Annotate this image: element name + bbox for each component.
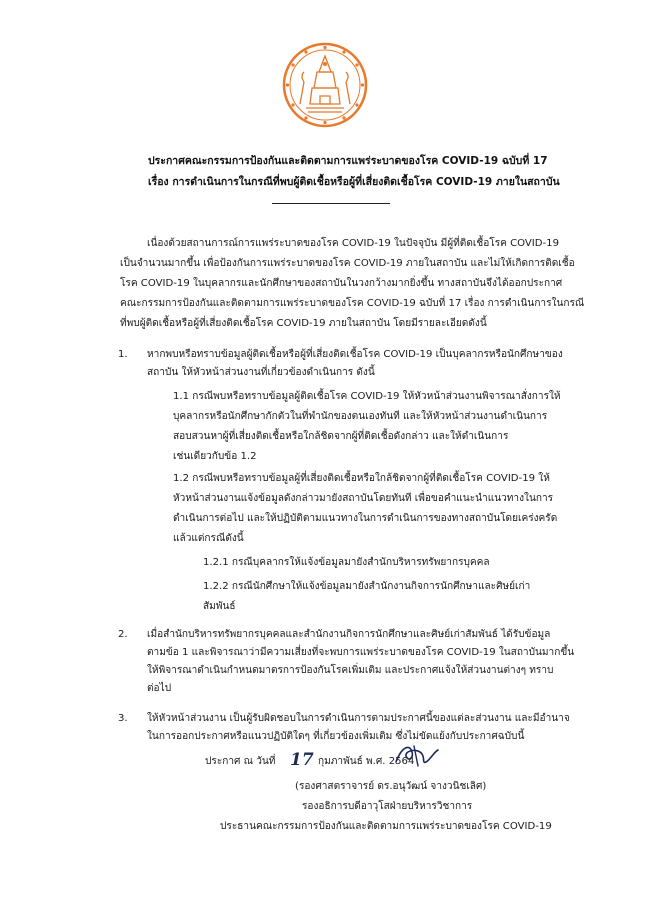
title-divider <box>272 203 390 204</box>
item-2-line: ต่อไป <box>147 683 172 694</box>
item-1-2-line: หัวหน้าส่วนงานแจ้งข้อมูลดังกล่าวมายังสถาบันโดยทันที เพื่อขอคำแนะนำแนวทางในการ <box>173 493 554 504</box>
item-2-line: เมื่อสำนักบริหารทรัพยากรบุคคลและสำนักงานกิจการนักศึกษาและศิษย์เก่าสัมพันธ์ ได้รับข้อมูล <box>147 629 551 640</box>
item-2-line: ตามข้อ 1 และพิจารณาว่ามีความเสี่ยงที่จะพบการแพร่ระบาดของโรค COVID-19 ในสถาบันมากขึ้น <box>147 647 575 658</box>
item-1-1-line: เช่นเดียวกับข้อ 1.2 <box>173 451 257 462</box>
item-2-line: ให้พิจารณาดำเนินกำหนดมาตรการป้องกันโรคเพิ่มเติม และประกาศแจ้งให้ส่วนงานต่างๆ ทราบ <box>147 665 554 676</box>
intro-line: เป็นจำนวนมากขึ้น เพื่อป้องกันการแพร่ระบาดของโรค COVID-19 ภายในสถาบัน และไม่ให้เกิดการติดเชื้อ <box>120 258 575 269</box>
item-1-1-line: 1.1 กรณีพบหรือทราบข้อมูลผู้ติดเชื้อโรค COVID-19 ให้หัวหน้าส่วนงานพิจารณาสั่งการให้ <box>173 391 561 402</box>
intro-line: โรค COVID-19 ในบุคลากรและนักศึกษาของสถาบันในวงกว้างมากยิ่งขึ้น ทางสถาบันจึงได้ออกประกาศ <box>120 278 563 289</box>
intro-line: ที่พบผู้ติดเชื้อหรือผู้ที่เสี่ยงติดเชื้อโรค COVID-19 ภายในสถาบัน โดยมีรายละเอียดดังนี้ <box>120 318 487 329</box>
item-1-2-2-line: สัมพันธ์ <box>203 601 236 612</box>
intro-line: เนื่องด้วยสถานการณ์การแพร่ระบาดของโรค COVID-19 ในปัจจุบัน มีผู้ที่ติดเชื้อโรค COVID-19 <box>147 238 560 249</box>
signatory-position: รองอธิการบดีอาวุโสฝ่ายบริหารวิชาการ <box>302 801 473 812</box>
announce-day: 17 <box>290 750 314 770</box>
signatory-role: ประธานคณะกรรมการป้องกันและติดตามการแพร่ระบาดของโรค COVID-19 <box>220 821 552 832</box>
item-1-2-line: 1.2 กรณีพบหรือทราบข้อมูลผู้ที่เสี่ยงติดเชื้อหรือใกล้ชิดจากผู้ที่ติดเชื้อโรค COVID-19 ให้ <box>173 473 550 484</box>
item-1-line: หากพบหรือทราบข้อมูลผู้ติดเชื้อหรือผู้ที่เสี่ยงติดเชื้อโรค COVID-19 เป็นบุคลากรหรือนักศึกษาของ <box>147 349 563 360</box>
item-1-2-2-line: 1.2.2 กรณีนักศึกษาให้แจ้งข้อมูลมายังสำนักงานกิจการนักศึกษาและศิษย์เก่า <box>203 581 531 592</box>
item-1-2-line: ดำเนินการต่อไป และให้ปฏิบัติตามแนวทางในการดำเนินการของทางสถาบันโดยเคร่งครัด <box>173 513 558 524</box>
announce-prefix: ประกาศ ณ วันที่ <box>205 756 276 767</box>
item-1-1-line: สอบสวนหาผู้ที่เสี่ยงติดเชื้อหรือใกล้ชิดจากผู้ที่ติดเชื้อดังกล่าว และให้ดำเนินการ <box>173 431 509 442</box>
document-subject: เรื่อง การดำเนินการในกรณีที่พบผู้ติดเชื้อหรือผู้ที่เสี่ยงติดเชื้อโรค COVID-19 ภายในสถาบัน <box>148 176 560 188</box>
university-seal-icon <box>282 42 368 128</box>
item-number: 1. <box>118 349 128 360</box>
item-3-line: ในการออกประกาศหรือแนวปฏิบัติใดๆ ที่เกี่ยวข้องเพิ่มเติม ซึ่งไม่ขัดแย้งกับประกาศฉบับนี้ <box>147 731 525 742</box>
item-1-line: สถาบัน ให้หัวหน้าส่วนงานที่เกี่ยวข้องดำเนินการ ดังนี้ <box>147 367 375 378</box>
item-1-2-1-line: 1.2.1 กรณีบุคลากรให้แจ้งข้อมูลมายังสำนักบริหารทรัพยากรบุคคล <box>203 557 490 568</box>
item-number: 3. <box>118 713 128 724</box>
item-number: 2. <box>118 629 128 640</box>
item-1-2-line: แล้วแต่กรณีดังนี้ <box>173 533 244 544</box>
signature-icon <box>392 742 442 768</box>
signatory-name: (รองศาสตราจารย์ ดร.อนุวัฒน์ จางวนิชเลิศ) <box>295 781 487 792</box>
item-1-1-line: บุคลากรหรือนักศึกษากักตัวในที่พำนักของตนเองทันที และให้หัวหน้าส่วนงานดำเนินการ <box>173 411 548 422</box>
item-3-line: ให้หัวหน้าส่วนงาน เป็นผู้รับผิดชอบในการดำเนินการตามประกาศนี้ของแต่ละส่วนงาน และมีอำนาจ <box>147 713 570 724</box>
intro-line: คณะกรรมการป้องกันและติดตามการแพร่ระบาดของโรค COVID-19 ฉบับที่ 17 เรื่อง การดำเนินการในกรณี <box>120 298 585 309</box>
document-title: ประกาศคณะกรรมการป้องกันและติดตามการแพร่ระบาดของโรค COVID-19 ฉบับที่ 17 <box>148 155 548 167</box>
announce-month-year: กุมภาพันธ์ พ.ศ. 2564 <box>318 756 415 767</box>
